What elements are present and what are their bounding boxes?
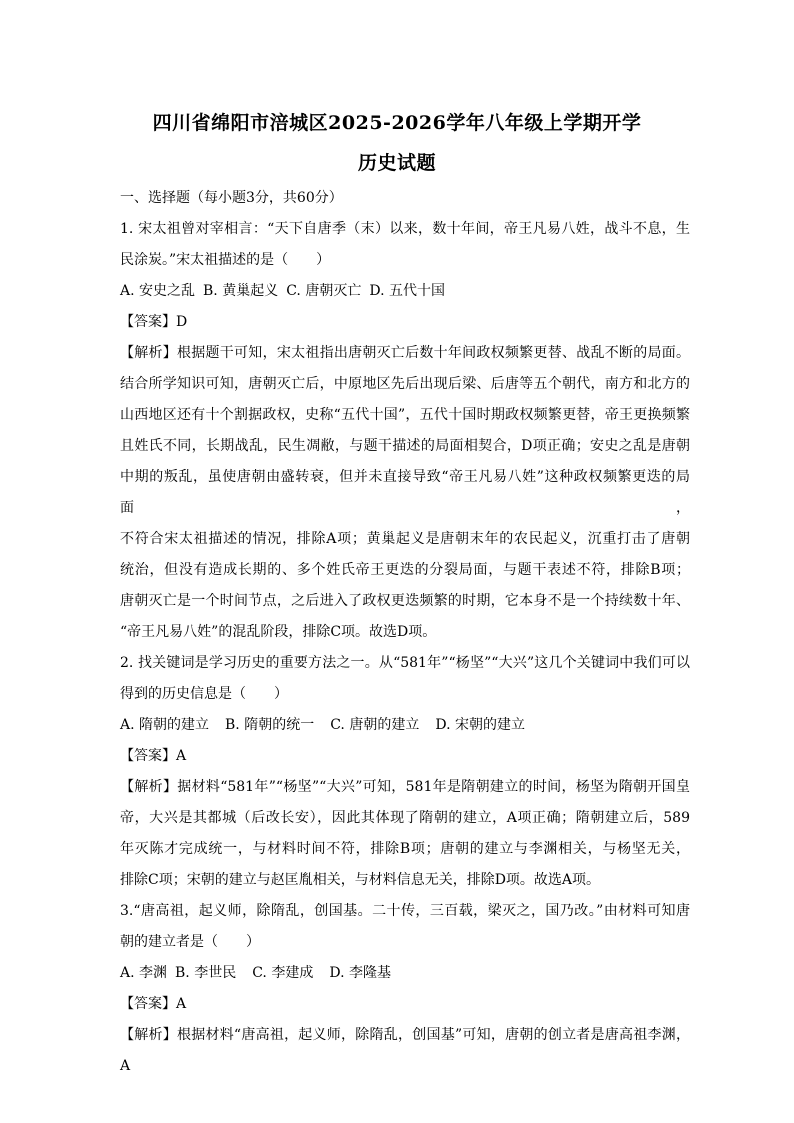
question-stem-line: 2. 找关键词是学习历史的重要方法之一。从“581年”“杨坚”“大兴”这几个关键词中我们可以	[120, 655, 690, 671]
analysis-line: 排除C项；宋朝的建立与赵匡胤相关，与材料信息无关，排除D项。故选A项。	[120, 872, 601, 888]
analysis-line: 年灭陈才完成统一，与材料时间不符，排除B项；唐朝的建立与李渊相关，与杨坚无关，	[120, 841, 690, 857]
answer-line: 【答案】D	[120, 314, 188, 330]
question-options	[120, 710, 690, 741]
analysis-line: 山西地区还有十个割据政权，史称“五代十国”，五代十国时期政权频繁更替，帝王更换频繁	[120, 407, 690, 423]
question-3	[120, 896, 690, 1082]
question-stem-line: 民涂炭。”宋太祖描述的是（ ）	[120, 252, 331, 268]
document-title: 四川省绵阳市涪城区2025-2026学年八年级上学期开学	[152, 112, 642, 134]
analysis-line: 【解析】根据材料“唐高祖，起义师，除隋乱，创国基”可知，唐朝的创立者是唐高祖李渊，A	[120, 1027, 690, 1074]
answer-line: 【答案】A	[120, 996, 187, 1012]
analysis-line: 不符合宋太祖描述的情况，排除A项；黄巢起义是唐朝末年的农民起义，沉重打击了唐朝	[120, 531, 690, 547]
option-b: B. 李世民	[175, 965, 237, 981]
document-subtitle: 历史试题	[357, 152, 436, 174]
option-d: D. 宋朝的建立	[435, 717, 525, 733]
analysis-line: 【解析】据材料“581年”“杨坚”“大兴”可知，581年是隋朝建立的时间，杨坚为隋朝开国皇	[120, 779, 690, 795]
option-b: B. 隋朝的统一	[225, 717, 315, 733]
option-c: C. 唐朝灭亡	[286, 283, 362, 299]
option-c: C. 唐朝的建立	[330, 717, 420, 733]
question-stem-line: 得到的历史信息是（ ）	[120, 686, 288, 702]
option-a: A. 李渊	[120, 965, 168, 981]
question-1	[120, 214, 690, 648]
option-b: B. 黄巢起义	[203, 283, 279, 299]
question-options	[120, 276, 690, 307]
section-heading: 一、选择题（每小题3分，共60分）	[120, 190, 343, 206]
question-2	[120, 648, 690, 896]
option-d: D. 李隆基	[329, 965, 391, 981]
analysis-line: “帝王凡易八姓”的混乱阶段，排除C项。故选D项。	[120, 624, 437, 640]
answer-line: 【答案】A	[120, 748, 187, 764]
analysis-line: 【解析】根据题干可知，宋太祖指出唐朝灭亡后数十年间政权频繁更替、战乱不断的局面。	[120, 345, 690, 361]
question-stem-line: 1. 宋太祖曾对宰相言：“天下自唐季（末）以来，数十年间，帝王凡易八姓，战斗不息，生	[120, 221, 690, 237]
analysis-line: 统治，但没有造成长期的、多个姓氏帝王更迭的分裂局面，与题干表述不符，排除B项；	[120, 562, 690, 578]
question-stem-line: 3.“唐高祖，起义师，除隋乱，创国基。二十传，三百载，梁灭之，国乃改。”由材料可知唐	[120, 903, 690, 919]
analysis-line: 帝，大兴是其都城（后改长安），因此其体现了隋朝的建立，A项正确；隋朝建立后，589	[120, 810, 690, 826]
analysis-line: 结合所学知识可知，唐朝灭亡后，中原地区先后出现后梁、后唐等五个朝代，南方和北方的	[120, 376, 690, 392]
document-body	[120, 183, 690, 1082]
question-stem-line: 朝的建立者是（ ）	[120, 934, 260, 950]
question-options	[120, 958, 690, 989]
analysis-line: 中期的叛乱，虽使唐朝由盛转衰，但并未直接导致“帝王凡易八姓”这种政权频繁更迭的局面，	[120, 469, 690, 516]
option-a: A. 隋朝的建立	[120, 717, 210, 733]
option-d: D. 五代十国	[369, 283, 445, 299]
analysis-line: 且姓氏不同，长期战乱，民生凋敝，与题干描述的局面相契合，D项正确；安史之乱是唐朝	[120, 438, 690, 454]
analysis-line: 唐朝灭亡是一个时间节点，之后进入了政权更迭频繁的时期，它本身不是一个持续数十年、	[120, 593, 690, 609]
option-a: A. 安史之乱	[120, 283, 196, 299]
option-c: C. 李建成	[252, 965, 314, 981]
